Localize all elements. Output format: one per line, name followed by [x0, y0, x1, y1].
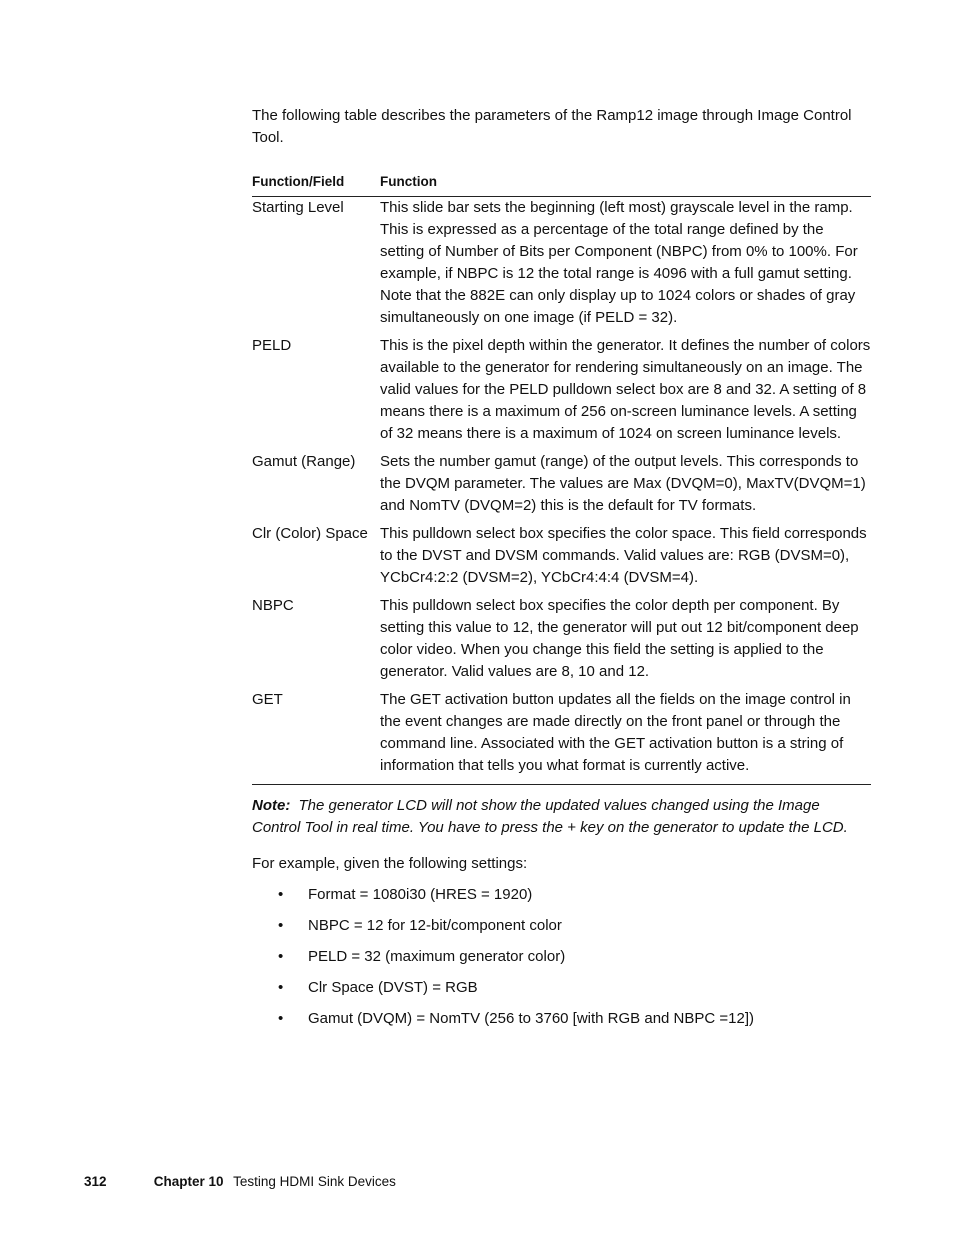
table-row — [252, 335, 871, 451]
list-item-text: NBPC = 12 for 12-bit/component color — [308, 917, 562, 934]
note-paragraph — [252, 795, 871, 839]
field-name: GET — [252, 689, 380, 785]
page-number: 312 — [84, 1174, 107, 1189]
list-item — [252, 884, 871, 906]
table-row — [252, 451, 871, 523]
list-item — [252, 1008, 871, 1030]
field-description: This pulldown select box specifies the color space. This field corresponds to the DVST and DVSM commands. Valid values are: RGB (DVSM=0), YCbCr4:2:2 (DVSM=2), YCbCr4:4:4 (DVSM=4). — [380, 525, 867, 586]
list-item — [252, 946, 871, 968]
parameters-table — [252, 172, 871, 785]
field-description: This slide bar sets the beginning (left most) grayscale level in the ramp. This is expressed as a percentage of the total range defined by the setting of Number of Bits per Component (NBPC) from 0% to 100%. For example, if NBPC is 12 the total range is 4096 with a full gamut setting. Note that the 882E can only display up to 1024 colors or shades of gray simultaneously on one image (if PELD = 32). — [380, 199, 858, 326]
field-name: PELD — [252, 337, 292, 354]
table-row — [252, 523, 871, 595]
list-item-text: PELD = 32 (maximum generator color) — [308, 948, 566, 965]
field-description: This pulldown select box specifies the color depth per component. By setting this value to 12, the generator will put out 12 bit/component deep color video. When you change this field the setting is applied to the generator. Valid values are 8, 10 and 12. — [380, 597, 859, 680]
example-intro: For example, given the following settings: — [252, 855, 528, 872]
bullet-icon: • — [278, 948, 284, 965]
list-item-text: Clr Space (DVST) = RGB — [308, 979, 478, 996]
settings-list — [252, 884, 871, 1030]
list-item — [252, 915, 871, 937]
list-item — [252, 977, 871, 999]
page-footer — [84, 1172, 396, 1192]
page-content — [252, 105, 871, 1039]
table-row — [252, 689, 871, 785]
field-description: Sets the number gamut (range) of the output levels. This corresponds to the DVQM parameter. The values are Max (DVQM=0), MaxTV(DVQM=1) and NomTV (DVQM=2) this is the default for TV formats. — [380, 453, 866, 514]
bullet-icon: • — [278, 917, 284, 934]
table-header-row — [252, 172, 871, 197]
chapter-label: Chapter 10 — [153, 1174, 224, 1189]
chapter-title: Testing HDMI Sink Devices — [233, 1174, 396, 1189]
list-item-text: Format = 1080i30 (HRES = 1920) — [308, 886, 533, 903]
header-function: Function — [380, 172, 871, 197]
field-name: NBPC — [252, 597, 294, 614]
field-description: This is the pixel depth within the generator. It defines the number of colors available to the generator for rendering simultaneously on an image. The valid values for the PELD pulldown select box are 8 and 32. A setting of 8 means there is a maximum of 256 on-screen luminance levels. A setting of 32 means there is a maximum of 1024 on screen luminance levels. — [380, 337, 871, 442]
field-description: The GET activation button updates all the fields on the image control in the event changes are made directly on the front panel or through the command line. Associated with the GET activation button is a string of information that tells you what format is currently active. — [380, 689, 871, 785]
bullet-icon: • — [278, 886, 284, 903]
list-item-text: Gamut (DVQM) = NomTV (256 to 3760 [with RGB and NBPC =12]) — [308, 1010, 755, 1027]
note-text: The generator LCD will not show the updated values changed using the Image Control Tool in real time. You have to press the + key on the generator to update the LCD. — [252, 797, 848, 836]
note-label: Note: — [252, 797, 291, 814]
intro-paragraph: The following table describes the parameters of the Ramp12 image through Image Control Tool. — [252, 107, 852, 146]
field-name: Clr (Color) Space — [252, 525, 368, 542]
header-function-field: Function/Field — [252, 172, 380, 197]
table-row — [252, 197, 871, 336]
table-row — [252, 595, 871, 689]
bullet-icon: • — [278, 979, 284, 996]
field-name: Starting Level — [252, 199, 344, 216]
bullet-icon: • — [278, 1010, 284, 1027]
field-name: Gamut (Range) — [252, 453, 356, 470]
